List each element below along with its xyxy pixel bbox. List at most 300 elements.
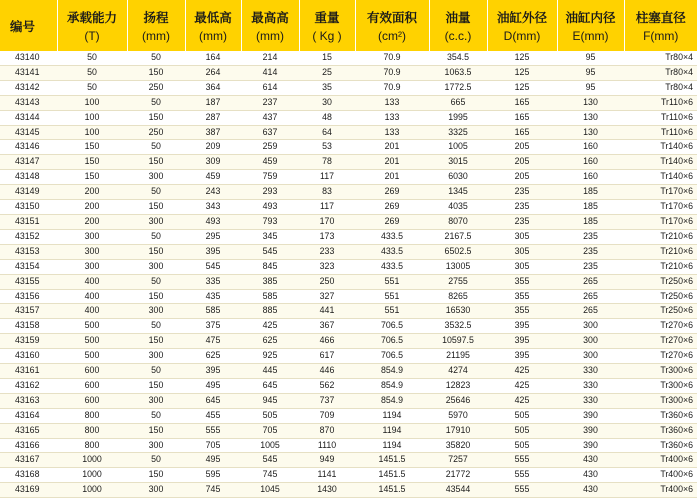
table-cell: 150: [127, 110, 185, 125]
row-id-cell: 43147: [0, 155, 57, 170]
table-cell: Tr210×6: [624, 229, 697, 244]
table-cell: 6502.5: [429, 244, 487, 259]
table-cell: 585: [241, 289, 299, 304]
table-cell: 295: [185, 229, 241, 244]
table-cell: Tr110×6: [624, 110, 697, 125]
table-cell: 425: [487, 378, 557, 393]
row-id-cell: 43165: [0, 423, 57, 438]
table-cell: 430: [557, 483, 624, 498]
table-cell: 265: [557, 274, 624, 289]
table-cell: 8070: [429, 214, 487, 229]
row-id-cell: 43158: [0, 319, 57, 334]
table-cell: 617: [299, 349, 355, 364]
table-cell: Tr400×6: [624, 483, 697, 498]
table-cell: 323: [299, 259, 355, 274]
table-cell: 625: [241, 334, 299, 349]
row-id-cell: 43140: [0, 51, 57, 65]
table-row: [0, 483, 697, 498]
table-cell: 13005: [429, 259, 487, 274]
column-unit: (mm): [128, 29, 185, 43]
table-cell: 53: [299, 140, 355, 155]
table-cell: 367: [299, 319, 355, 334]
table-cell: 17910: [429, 423, 487, 438]
table-cell: 164: [185, 51, 241, 65]
table-cell: 64: [299, 125, 355, 140]
table-cell: 243: [185, 185, 241, 200]
table-cell: 209: [185, 140, 241, 155]
column-header: [557, 0, 624, 51]
table-cell: 150: [127, 378, 185, 393]
table-cell: 400: [57, 289, 127, 304]
table-cell: 10597.5: [429, 334, 487, 349]
row-id-cell: 43166: [0, 438, 57, 453]
table-cell: 600: [57, 364, 127, 379]
table-cell: 845: [241, 259, 299, 274]
table-cell: 50: [127, 185, 185, 200]
table-cell: 117: [299, 200, 355, 215]
row-id-cell: 43168: [0, 468, 57, 483]
table-cell: 425: [487, 364, 557, 379]
table-cell: 200: [57, 200, 127, 215]
table-row: [0, 393, 697, 408]
table-cell: 150: [127, 200, 185, 215]
table-cell: Tr210×6: [624, 259, 697, 274]
table-cell: 300: [127, 170, 185, 185]
table-cell: 500: [57, 349, 127, 364]
table-cell: Tr250×6: [624, 304, 697, 319]
table-cell: 21195: [429, 349, 487, 364]
table-cell: 5970: [429, 408, 487, 423]
table-cell: 1005: [429, 140, 487, 155]
table-cell: 551: [355, 274, 429, 289]
table-cell: 800: [57, 423, 127, 438]
table-cell: 1430: [299, 483, 355, 498]
table-cell: 400: [57, 274, 127, 289]
table-row: [0, 200, 697, 215]
table-cell: 870: [299, 423, 355, 438]
table-cell: Tr140×6: [624, 155, 697, 170]
table-cell: 165: [487, 95, 557, 110]
table-cell: 300: [557, 349, 624, 364]
table-cell: Tr360×6: [624, 438, 697, 453]
table-cell: 551: [355, 304, 429, 319]
row-id-cell: 43160: [0, 349, 57, 364]
table-cell: 500: [57, 319, 127, 334]
table-cell: 3532.5: [429, 319, 487, 334]
table-cell: 390: [557, 423, 624, 438]
table-cell: 259: [241, 140, 299, 155]
table-cell: 595: [185, 468, 241, 483]
table-cell: Tr210×6: [624, 244, 697, 259]
table-cell: 50: [57, 65, 127, 80]
table-cell: 35820: [429, 438, 487, 453]
table-cell: 150: [127, 289, 185, 304]
table-cell: 300: [127, 438, 185, 453]
table-cell: 466: [299, 334, 355, 349]
table-cell: Tr300×6: [624, 364, 697, 379]
column-title: 油缸外径: [497, 11, 547, 25]
table-cell: 1772.5: [429, 80, 487, 95]
row-id-cell: 43145: [0, 125, 57, 140]
table-cell: Tr400×6: [624, 468, 697, 483]
table-cell: 445: [241, 364, 299, 379]
table-cell: 600: [57, 393, 127, 408]
table-cell: 437: [241, 110, 299, 125]
table-cell: 330: [557, 393, 624, 408]
table-cell: 160: [557, 170, 624, 185]
table-cell: 1000: [57, 483, 127, 498]
table-cell: 300: [127, 393, 185, 408]
table-cell: 505: [241, 408, 299, 423]
table-cell: 100: [57, 125, 127, 140]
table-cell: Tr360×6: [624, 423, 697, 438]
table-cell: 459: [185, 170, 241, 185]
table-cell: 150: [127, 334, 185, 349]
table-cell: 15: [299, 51, 355, 65]
header-row: [0, 0, 697, 51]
table-cell: 545: [185, 259, 241, 274]
table-cell: 1194: [355, 423, 429, 438]
table-cell: 3015: [429, 155, 487, 170]
table-cell: 395: [487, 334, 557, 349]
table-cell: 205: [487, 170, 557, 185]
table-cell: 1451.5: [355, 483, 429, 498]
table-cell: 150: [57, 170, 127, 185]
column-header: [0, 0, 57, 51]
column-title: 有效面积: [367, 11, 417, 25]
table-cell: 305: [487, 229, 557, 244]
table-cell: 8265: [429, 289, 487, 304]
table-cell: Tr400×6: [624, 453, 697, 468]
table-cell: 300: [127, 259, 185, 274]
table-body: [0, 51, 697, 498]
table-cell: 1345: [429, 185, 487, 200]
table-cell: 150: [127, 468, 185, 483]
table-cell: 305: [487, 244, 557, 259]
table-cell: 505: [487, 408, 557, 423]
table-cell: 133: [355, 95, 429, 110]
table-row: [0, 349, 697, 364]
table-row: [0, 468, 697, 483]
table-cell: Tr110×6: [624, 95, 697, 110]
table-cell: 43544: [429, 483, 487, 498]
table-cell: 446: [299, 364, 355, 379]
table-cell: 185: [557, 200, 624, 215]
table-cell: 6030: [429, 170, 487, 185]
table-cell: 95: [557, 51, 624, 65]
table-cell: 265: [557, 289, 624, 304]
table-cell: 130: [557, 95, 624, 110]
table-cell: 355: [487, 274, 557, 289]
table-row: [0, 304, 697, 319]
table-row: [0, 229, 697, 244]
row-id-cell: 43151: [0, 214, 57, 229]
table-cell: Tr360×6: [624, 408, 697, 423]
table-cell: 645: [241, 378, 299, 393]
column-unit: (mm): [186, 29, 241, 43]
table-cell: 335: [185, 274, 241, 289]
table-cell: Tr80×4: [624, 65, 697, 80]
table-cell: 70.9: [355, 51, 429, 65]
table-cell: 235: [487, 185, 557, 200]
table-cell: 345: [241, 229, 299, 244]
table-cell: 250: [127, 80, 185, 95]
table-cell: 500: [57, 334, 127, 349]
column-unit: D(mm): [488, 29, 557, 43]
column-header: [127, 0, 185, 51]
table-cell: 48: [299, 110, 355, 125]
table-row: [0, 155, 697, 170]
column-title: 重量: [314, 11, 339, 25]
table-cell: 200: [57, 214, 127, 229]
table-cell: 50: [127, 95, 185, 110]
table-cell: 133: [355, 125, 429, 140]
column-unit: (c.c.): [430, 29, 487, 43]
table-cell: 78: [299, 155, 355, 170]
table-cell: 150: [57, 155, 127, 170]
table-cell: 300: [57, 244, 127, 259]
table-cell: 706.5: [355, 334, 429, 349]
table-cell: 4274: [429, 364, 487, 379]
table-row: [0, 110, 697, 125]
table-cell: 433.5: [355, 259, 429, 274]
table-cell: 235: [557, 259, 624, 274]
table-cell: 433.5: [355, 244, 429, 259]
table-cell: Tr80×4: [624, 51, 697, 65]
table-cell: 441: [299, 304, 355, 319]
table-cell: 400: [57, 304, 127, 319]
table-cell: 205: [487, 155, 557, 170]
table-cell: 705: [241, 423, 299, 438]
column-header: [487, 0, 557, 51]
table-cell: 551: [355, 289, 429, 304]
row-id-cell: 43156: [0, 289, 57, 304]
table-cell: 265: [557, 304, 624, 319]
table-row: [0, 185, 697, 200]
table-cell: 100: [57, 110, 127, 125]
row-id-cell: 43154: [0, 259, 57, 274]
table-cell: 185: [557, 214, 624, 229]
table-cell: 1995: [429, 110, 487, 125]
table-row: [0, 80, 697, 95]
table-cell: 200: [57, 185, 127, 200]
table-row: [0, 214, 697, 229]
table-cell: 327: [299, 289, 355, 304]
table-cell: 130: [557, 125, 624, 140]
table-cell: 2167.5: [429, 229, 487, 244]
table-cell: 7257: [429, 453, 487, 468]
table-cell: Tr140×6: [624, 140, 697, 155]
table-cell: 50: [127, 229, 185, 244]
table-row: [0, 65, 697, 80]
table-cell: 637: [241, 125, 299, 140]
table-cell: 150: [127, 244, 185, 259]
table-cell: 745: [241, 468, 299, 483]
table-cell: 505: [487, 423, 557, 438]
table-cell: 1045: [241, 483, 299, 498]
column-title: 最低高: [194, 11, 232, 25]
row-id-cell: 43144: [0, 110, 57, 125]
column-header: [57, 0, 127, 51]
table-cell: Tr170×6: [624, 200, 697, 215]
column-title: 扬程: [143, 11, 168, 25]
row-id-cell: 43161: [0, 364, 57, 379]
column-header: [299, 0, 355, 51]
table-cell: 70.9: [355, 65, 429, 80]
table-cell: 355: [487, 289, 557, 304]
table-cell: 759: [241, 170, 299, 185]
table-cell: 385: [241, 274, 299, 289]
table-cell: Tr170×6: [624, 185, 697, 200]
row-id-cell: 43148: [0, 170, 57, 185]
table-row: [0, 423, 697, 438]
table-cell: 12823: [429, 378, 487, 393]
table-cell: 2755: [429, 274, 487, 289]
table-cell: 201: [355, 140, 429, 155]
table-cell: 150: [127, 423, 185, 438]
column-unit: (T): [58, 29, 127, 43]
table-cell: 117: [299, 170, 355, 185]
column-title: 编号: [10, 20, 35, 34]
table-cell: 16530: [429, 304, 487, 319]
table-cell: 233: [299, 244, 355, 259]
table-cell: 187: [185, 95, 241, 110]
table-cell: 95: [557, 80, 624, 95]
table-cell: 214: [241, 51, 299, 65]
table-row: [0, 289, 697, 304]
table-cell: 125: [487, 80, 557, 95]
table-row: [0, 364, 697, 379]
column-header: [624, 0, 697, 51]
table-cell: 35: [299, 80, 355, 95]
table-cell: 545: [241, 244, 299, 259]
table-cell: 430: [557, 453, 624, 468]
table-cell: 300: [57, 259, 127, 274]
table-cell: 1000: [57, 468, 127, 483]
table-cell: 665: [429, 95, 487, 110]
table-cell: 30: [299, 95, 355, 110]
row-id-cell: 43162: [0, 378, 57, 393]
table-cell: 1451.5: [355, 468, 429, 483]
table-cell: Tr270×6: [624, 349, 697, 364]
table-cell: 1451.5: [355, 453, 429, 468]
column-unit: ( Kg ): [300, 29, 355, 43]
table-cell: 173: [299, 229, 355, 244]
table-cell: 793: [241, 214, 299, 229]
table-cell: 287: [185, 110, 241, 125]
column-title: 最高高: [251, 11, 289, 25]
table-cell: Tr270×6: [624, 334, 697, 349]
table-cell: 1005: [241, 438, 299, 453]
table-cell: 250: [127, 125, 185, 140]
table-cell: 50: [127, 319, 185, 334]
table-cell: 235: [557, 229, 624, 244]
table-cell: 300: [127, 349, 185, 364]
table-cell: 645: [185, 393, 241, 408]
table-cell: 425: [241, 319, 299, 334]
table-cell: 235: [487, 214, 557, 229]
table-cell: 854.9: [355, 393, 429, 408]
table-cell: 390: [557, 408, 624, 423]
row-id-cell: 43149: [0, 185, 57, 200]
table-row: [0, 274, 697, 289]
table-cell: 293: [241, 185, 299, 200]
table-row: [0, 378, 697, 393]
column-unit: E(mm): [558, 29, 624, 43]
table-cell: 475: [185, 334, 241, 349]
table-cell: 83: [299, 185, 355, 200]
table-cell: 160: [557, 155, 624, 170]
column-header: [429, 0, 487, 51]
table-cell: 1194: [355, 438, 429, 453]
table-cell: 354.5: [429, 51, 487, 65]
row-id-cell: 43146: [0, 140, 57, 155]
table-row: [0, 334, 697, 349]
table-cell: 585: [185, 304, 241, 319]
table-row: [0, 438, 697, 453]
row-id-cell: 43155: [0, 274, 57, 289]
table-cell: 269: [355, 185, 429, 200]
table-cell: 150: [57, 140, 127, 155]
table-cell: 21772: [429, 468, 487, 483]
table-cell: Tr300×6: [624, 378, 697, 393]
table-cell: 150: [127, 155, 185, 170]
row-id-cell: 43159: [0, 334, 57, 349]
table-cell: 125: [487, 51, 557, 65]
table-cell: 50: [127, 453, 185, 468]
table-cell: 414: [241, 65, 299, 80]
table-cell: 165: [487, 125, 557, 140]
table-cell: 305: [487, 259, 557, 274]
table-cell: 50: [127, 364, 185, 379]
table-cell: 885: [241, 304, 299, 319]
table-cell: 130: [557, 110, 624, 125]
table-cell: 390: [557, 438, 624, 453]
table-cell: 205: [487, 140, 557, 155]
table-header: [0, 0, 697, 51]
table-cell: Tr270×6: [624, 319, 697, 334]
table-cell: 737: [299, 393, 355, 408]
table-cell: 854.9: [355, 364, 429, 379]
row-id-cell: 43143: [0, 95, 57, 110]
table-cell: 300: [127, 483, 185, 498]
table-cell: 133: [355, 110, 429, 125]
table-cell: 709: [299, 408, 355, 423]
table-cell: 395: [185, 364, 241, 379]
column-unit: F(mm): [625, 29, 697, 43]
table-cell: 1000: [57, 453, 127, 468]
table-cell: 300: [127, 214, 185, 229]
table-cell: 25: [299, 65, 355, 80]
table-cell: 387: [185, 125, 241, 140]
table-cell: 706.5: [355, 319, 429, 334]
table-cell: 150: [127, 65, 185, 80]
table-cell: 555: [487, 483, 557, 498]
column-header: [355, 0, 429, 51]
table-cell: 455: [185, 408, 241, 423]
row-id-cell: 43142: [0, 80, 57, 95]
table-cell: 395: [487, 319, 557, 334]
row-id-cell: 43167: [0, 453, 57, 468]
table-cell: 495: [185, 378, 241, 393]
table-cell: 50: [57, 51, 127, 65]
row-id-cell: 43169: [0, 483, 57, 498]
table-cell: 50: [127, 140, 185, 155]
table-cell: 100: [57, 95, 127, 110]
table-row: [0, 259, 697, 274]
table-cell: Tr300×6: [624, 393, 697, 408]
table-cell: 343: [185, 200, 241, 215]
